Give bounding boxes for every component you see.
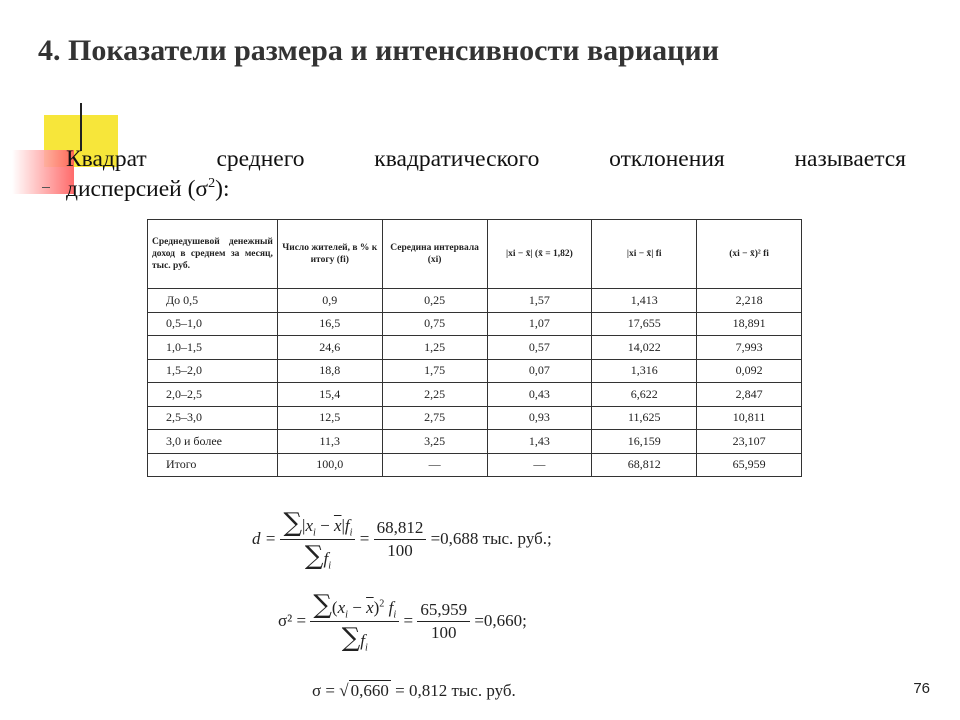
formula-d-value-fraction [374,518,427,561]
table-cell: 68,812 [592,453,697,477]
table-cell: 1,316 [592,359,697,383]
variation-table [147,219,802,477]
definition-suffix: ): [215,176,230,202]
table-cell: 2,0–2,5 [148,383,278,407]
table-header-cell: Число жителей, в % к итогу (fi) [277,220,382,289]
table-cell: 23,107 [697,430,802,454]
table-cell: 7,993 [697,336,802,360]
formula-var-lhs: σ² = [278,610,307,630]
table-cell: 3,0 и более [148,430,278,454]
table-cell: 1,07 [487,312,592,336]
table-header-cell: Середина интервала (xi) [382,220,487,289]
table-cell: 18,8 [277,359,382,383]
sqrt-sign: √ [339,681,349,700]
table-cell: 3,25 [382,430,487,454]
formula-d-result: =0,688 тыс. руб.; [430,528,552,548]
table-cell: 11,625 [592,406,697,430]
formula-sd-lhs: σ = [312,681,336,700]
table-cell: 1,413 [592,289,697,313]
table-cell: 6,622 [592,383,697,407]
table-cell: 2,218 [697,289,802,313]
table-cell: Итого [148,453,278,477]
page-number: 76 [913,680,930,697]
definition-line-2 [66,174,906,204]
table-cell: 0,07 [487,359,592,383]
slide-title: 4. Показатели размера и интенсивности вариации [38,34,720,67]
table-cell: 65,959 [697,453,802,477]
table-row [148,312,802,336]
table-cell: 1,25 [382,336,487,360]
formula-var-denominator: 100 [430,623,457,643]
table-header-cell: |xi − x̄| (x̄ = 1,82) [487,220,592,289]
table-cell: 18,891 [697,312,802,336]
table-row [148,430,802,454]
table-total-row [148,453,802,477]
table-header-row [148,220,802,289]
table-cell: — [382,453,487,477]
table-row [148,406,802,430]
table-header-cell: (xi − x̄)² fi [697,220,802,289]
table-cell: 2,5–3,0 [148,406,278,430]
table-cell: 2,75 [382,406,487,430]
table-cell: 10,811 [697,406,802,430]
table-row [148,336,802,360]
table-cell: 1,0–1,5 [148,336,278,360]
table-cell: 14,022 [592,336,697,360]
table-cell: 0,9 [277,289,382,313]
formula-d-numerator: 68,812 [374,518,427,540]
formula-d-denominator: 100 [387,541,413,561]
table-cell: 2,25 [382,383,487,407]
formula-sd-result: = 0,812 тыс. руб. [395,681,516,700]
table-cell: 11,3 [277,430,382,454]
table-cell: 1,5–2,0 [148,359,278,383]
table-cell: 0,43 [487,383,592,407]
definition-line-1: Квадрат среднего квадратического отклонения называется [66,146,906,172]
table-cell: 16,5 [277,312,382,336]
table-cell: 0,5–1,0 [148,312,278,336]
formula-mean-deviation: d = $\frac{\sum|x_i - \overline{x}|f_i}{\sum f_i}$ = $\frac{68,812}{100}$ =0,688 тыс. руб.; [252,508,552,572]
table-row [148,359,802,383]
table-cell: 1,75 [382,359,487,383]
table-cell: 12,5 [277,406,382,430]
table-cell: 24,6 [277,336,382,360]
formula-var-result: =0,660; [474,610,527,630]
formula-d-general-fraction: $\frac{\sum|x_i - \overline{x}|f_i}{\sum f_i}$ [280,508,355,572]
formula-variance: σ² = $\frac{\sum(x_i - \overline{x})^2 f_i}{\sum f_i}$ = $\frac{65,959}{100}$ =0,660; [278,590,527,654]
table-cell: 17,655 [592,312,697,336]
table-cell: 100,0 [277,453,382,477]
table-cell: 0,75 [382,312,487,336]
table-header-cell: Среднедушевой денежный доход в среднем за месяц, тыс. руб. [148,220,278,289]
table-row [148,383,802,407]
table-cell: 0,25 [382,289,487,313]
formula-var-value-fraction [417,600,470,643]
formula-var-general-fraction: $\frac{\sum(x_i - \overline{x})^2 f_i}{\sum f_i}$ [310,590,399,654]
table-cell: 0,57 [487,336,592,360]
decor-horizontal-line [42,187,50,188]
table-cell: 0,93 [487,406,592,430]
table-cell: До 0,5 [148,289,278,313]
table-row [148,289,802,313]
formula-sd-radicand: 0,660 [350,681,389,700]
table-cell: — [487,453,592,477]
table-cell: 1,43 [487,430,592,454]
definition-sup: 2 [208,175,216,192]
definition-prefix: дисперсией (σ [66,176,209,202]
definition-text [66,144,906,204]
table-cell: 2,847 [697,383,802,407]
table-cell: 1,57 [487,289,592,313]
formula-std-deviation [312,680,516,701]
formula-d-lhs: d = [252,528,277,548]
table-cell: 15,4 [277,383,382,407]
table-cell: 0,092 [697,359,802,383]
table-cell: 16,159 [592,430,697,454]
table-header-cell: |xi − x̄| fi [592,220,697,289]
formula-var-numerator: 65,959 [417,600,470,622]
